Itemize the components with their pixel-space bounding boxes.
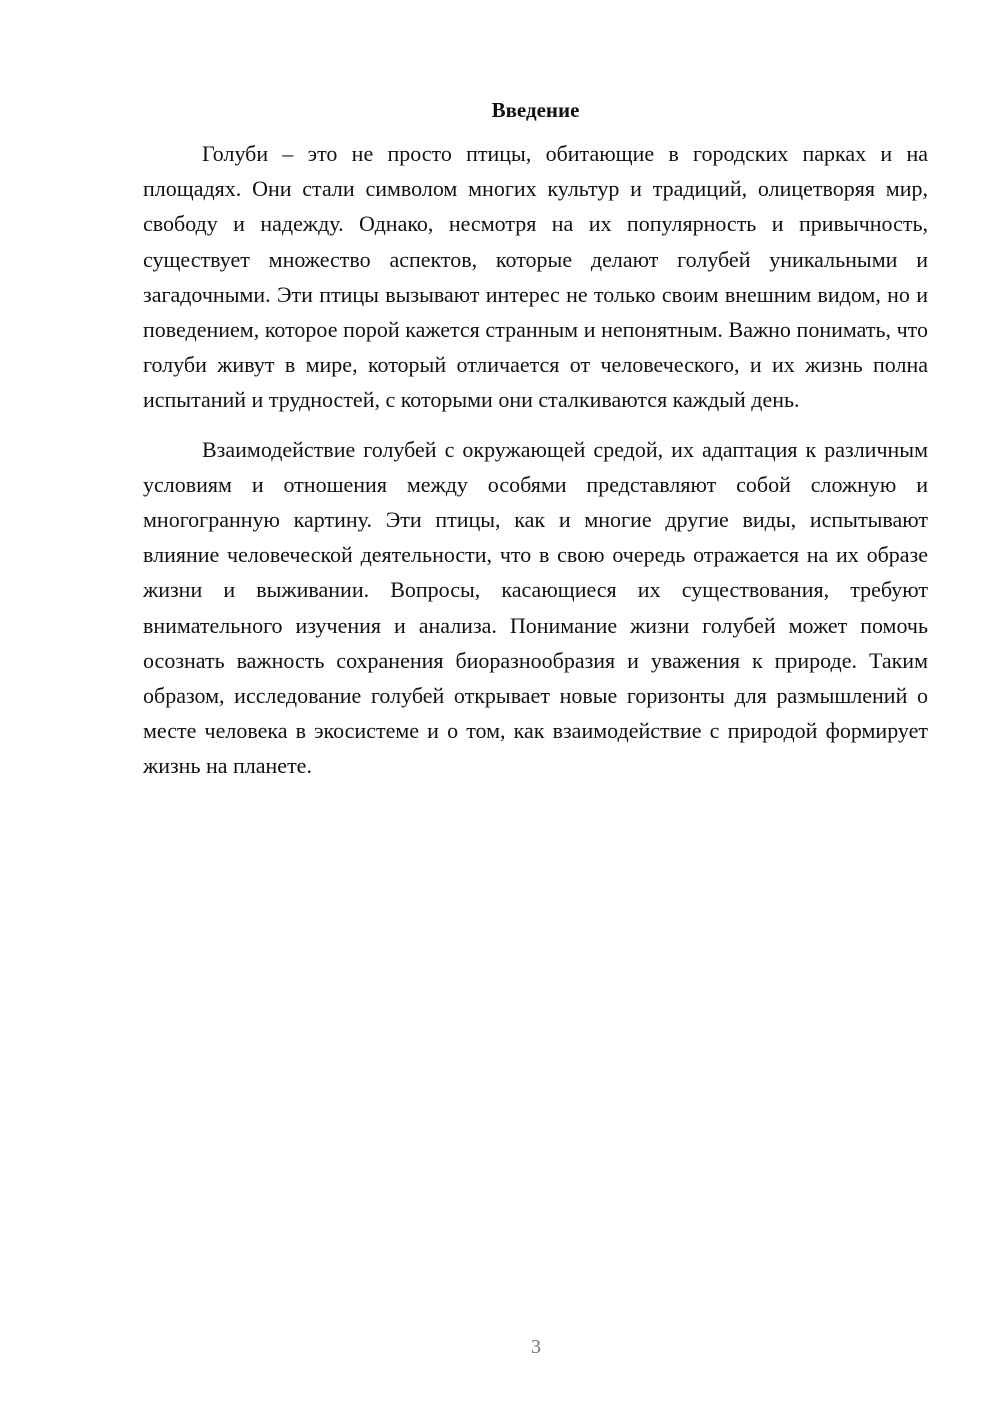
page-content: [143, 96, 928, 784]
section-title: Введение: [491, 98, 580, 122]
page-number: 3: [531, 1336, 541, 1358]
paragraph-2: Взаимодействие голубей с окружающей средой, их адаптация к различным условиям и отношения между особями представляют собой сложную и многогранную картину. Эти птицы, как и многие другие виды, испытывают влияние человеческой деятельности, что в свою очередь отражается на их образе жизни и выживании. Вопросы, касающиеся их существования, требуют внимательного изучения и анализа. Понимание жизни голубей может помочь осознать важность сохранения биоразнообразия и уважения к природе. Таким образом, исследование голубей открывает новые горизонты для размышлений о месте человека в экосистеме и о том, как взаимодействие с природой формирует жизнь на планете.: [143, 436, 928, 779]
paragraph-1: Голуби – это не просто птицы, обитающие в городских парках и на площадях. Они стали символом многих культур и традиций, олицетворяя мир, свободу и надежду. Однако, несмотря на их популярность и привычность, существует множество аспектов, которые делают голубей уникальными и загадочными. Эти птицы вызывают интерес не только своим внешним видом, но и поведением, которое порой кажется странным и непонятным. Важно понимать, что голуби живут в мире, который отличается от человеческого, и их жизнь полна испытаний и трудностей, с которыми они сталкиваются каждый день.: [143, 141, 928, 413]
